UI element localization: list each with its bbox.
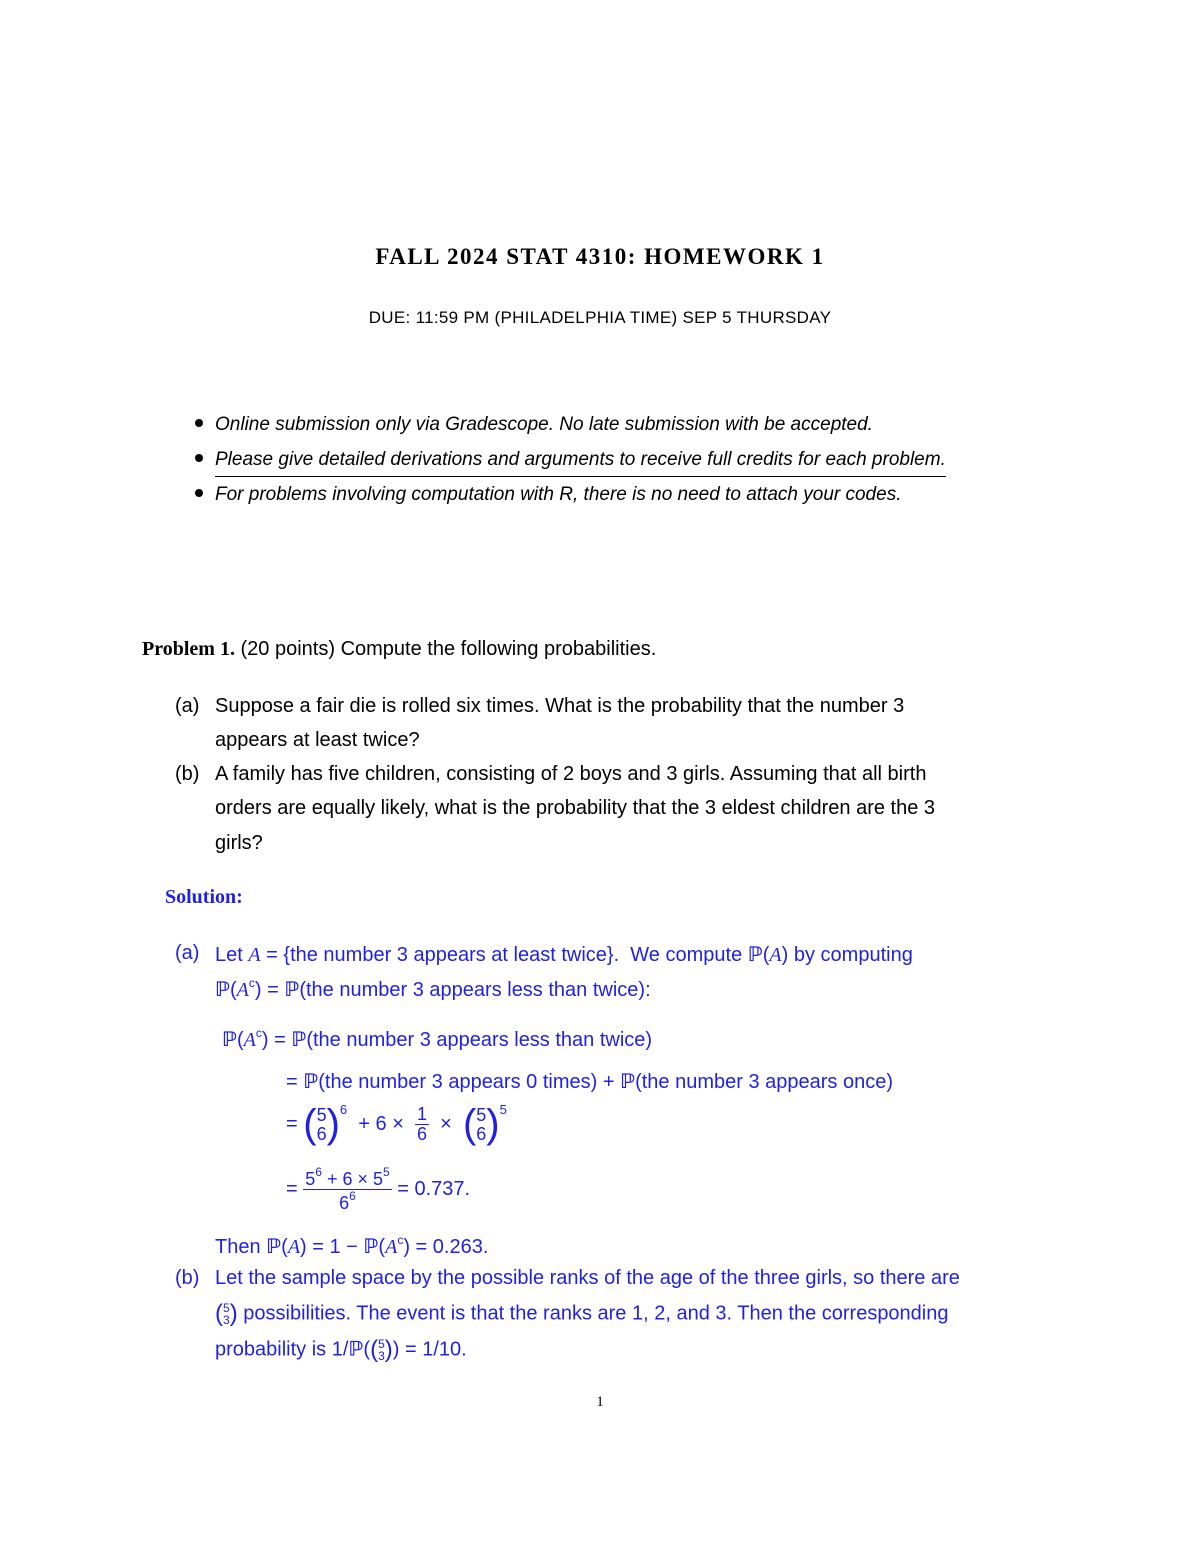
part-label: (a)	[175, 942, 200, 964]
page-title: FALL 2024 STAT 4310: HOMEWORK 1	[375, 244, 825, 269]
solution-text: Then ℙ(A) = $1 - ℙ(A^c) = 0.263$.	[215, 1233, 489, 1258]
instruction-item: For problems involving computation with R, there is no need to attach your codes.	[195, 484, 901, 506]
equation-line: = ( 5 6 )$^6$ + 6 × $\frac{1}{6}$ × ( 5 6 )$^5$	[286, 1102, 507, 1147]
solution-text: Let the sample space by the possible ranks of the age of the three girls, so there are	[215, 1267, 960, 1289]
equation-line: $ℙ(A^c)$ = ℙ(the number 3 appears less than twice)	[222, 1026, 653, 1051]
instruction-item: Please give detailed derivations and arguments to receive full credits for each problem.	[195, 449, 946, 471]
problem-text: orders are equally likely, what is the probability that the 3 eldest children are the 3	[215, 797, 936, 819]
problem-text: Suppose a fair die is rolled six times. What is the probability that the number 3	[215, 695, 905, 717]
equation-line: = $\frac{5^6 + 6 \times 5^5}{6^6}$ = 0.737.	[286, 1165, 471, 1213]
solution-text: ( 5 3 ) possibilities. The event is that the ranks are 1, 2, and 3. Then the corresponding	[215, 1300, 949, 1327]
problem-text: appears at least twice?	[215, 729, 420, 751]
part-label: (a)	[175, 695, 200, 717]
solution-text: probability is 1/ℙ(( 5 3 )) = 1/10.	[215, 1336, 467, 1363]
due-date: DUE: 11:59 PM (PHILADELPHIA TIME) SEP 5 THURSDAY	[368, 308, 832, 327]
bullet-icon	[195, 419, 203, 427]
part-label: (b)	[175, 1267, 200, 1289]
solution-text: Let A = {the number 3 appears at least twice}. We compute ℙ(A) by computing	[215, 942, 913, 966]
problem-heading: Problem 1. (20 points) Compute the following probabilities.	[142, 638, 657, 660]
solution-heading: Solution:	[165, 886, 243, 908]
part-label: (b)	[175, 763, 200, 785]
bullet-icon	[195, 489, 203, 497]
solution-text: $ℙ(A^c)$ = ℙ(the number 3 appears less than twice):	[215, 976, 651, 1001]
equation-line: = ℙ(the number 3 appears 0 times) + ℙ(the number 3 appears once)	[286, 1069, 894, 1093]
instruction-item: Online submission only via Gradescope. No late submission with be accepted.	[195, 414, 873, 436]
problem-text: girls?	[215, 832, 263, 854]
page-number: 1	[596, 1394, 604, 1410]
bullet-icon	[195, 454, 203, 462]
problem-text: A family has five children, consisting of 2 boys and 3 girls. Assuming that all birth	[215, 763, 927, 785]
